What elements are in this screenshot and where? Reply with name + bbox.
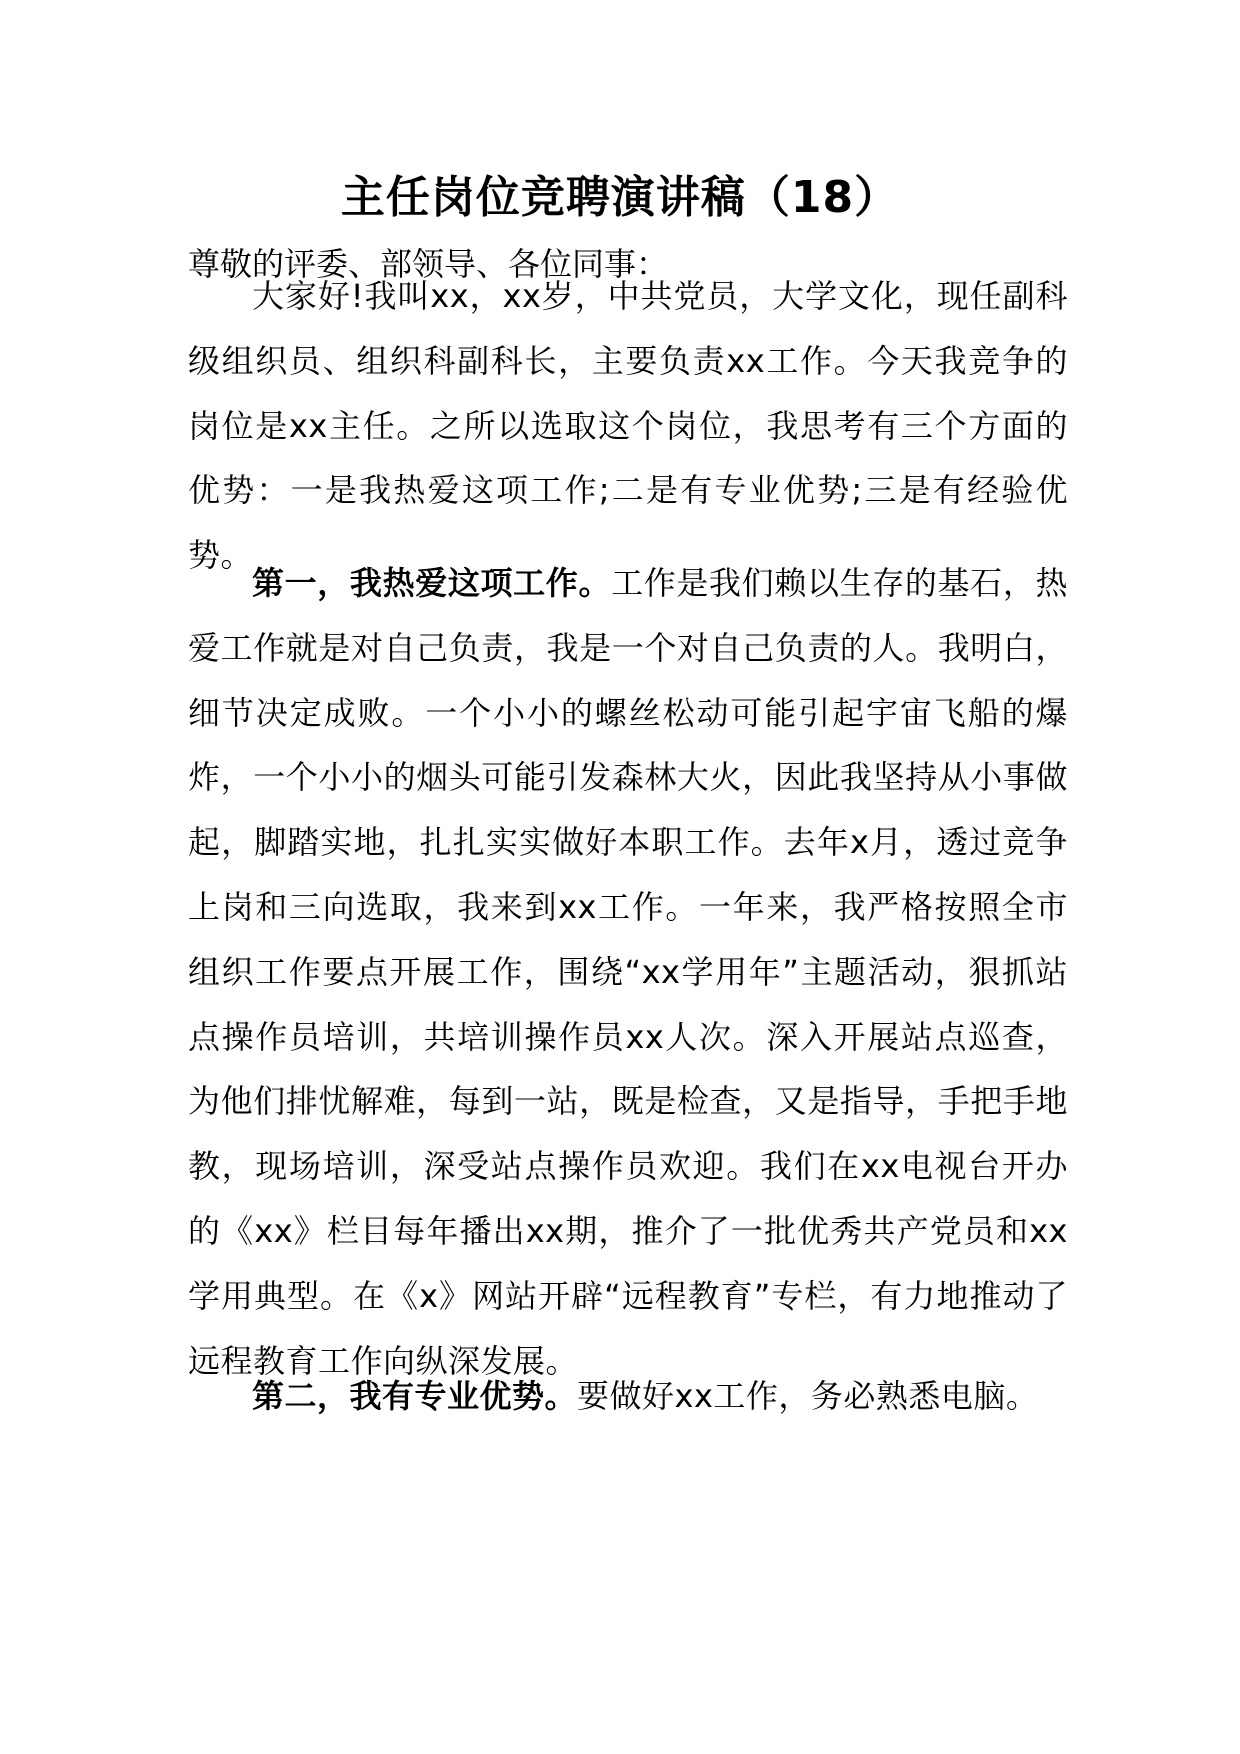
paragraph-first-point-block [188, 551, 1068, 1393]
paragraph-text: 工作是我们赖以生存的基石，热爱工作就是对自己负责，我是一个对自己负责的人。我明白，细节决定成败。一个小小的螺丝松动可能引起宇宙飞船的爆炸，一个小小的烟头可能引发森林大火，因此我坚持从小事做起，脚踏实地，扎扎实实做好本职工作。去年x月，透过竞争上岗和三向选取，我来到xx工作。一年来，我严格按照全市组织工作要点开展工作，围绕“xx学用年”主题活动，狠抓站点操作员培训，共培训操作员xx人次。深入开展站点巡查，为他们排忧解难，每到一站，既是检查，又是指导，手把手地教，现场培训，深受站点操作员欢迎。我们在xx电视台开办的《xx》栏目每年播出xx期，推介了一批优秀共产党员和xx学用典型。在《x》网站开辟“远程教育”专栏，有力地推动了远程教育工作向纵深发展。 [188, 564, 1068, 1380]
paragraph-text: 大家好!我叫xx，xx岁，中共党员，大学文化，现任副科级组织员、组织科副科长，主要负责xx工作。今天我竞争的岗位是xx主任。之所以选取这个岗位，我思考有三个方面的优势：一是我热爱这项工作;二是有专业优势;三是有经验优势。 [188, 277, 1068, 575]
paragraph-text: 要做好xx工作，务必熟悉电脑。 [577, 1377, 1039, 1415]
paragraph-second-point [188, 1364, 1068, 1429]
paragraph-second-point-block [188, 1364, 1068, 1429]
greeting: 尊敬的评委、部领导、各位同事： [188, 245, 669, 283]
paragraph-lead: 第二，我有专业优势。 [252, 1377, 578, 1415]
document-title: 主任岗位竞聘演讲稿（18） [340, 172, 900, 223]
paragraph-intro [188, 264, 1068, 588]
paragraph-lead: 第一，我热爱这项工作。 [252, 564, 612, 602]
paragraph-first-point [188, 551, 1068, 1393]
paragraph-intro-block [188, 264, 1068, 588]
